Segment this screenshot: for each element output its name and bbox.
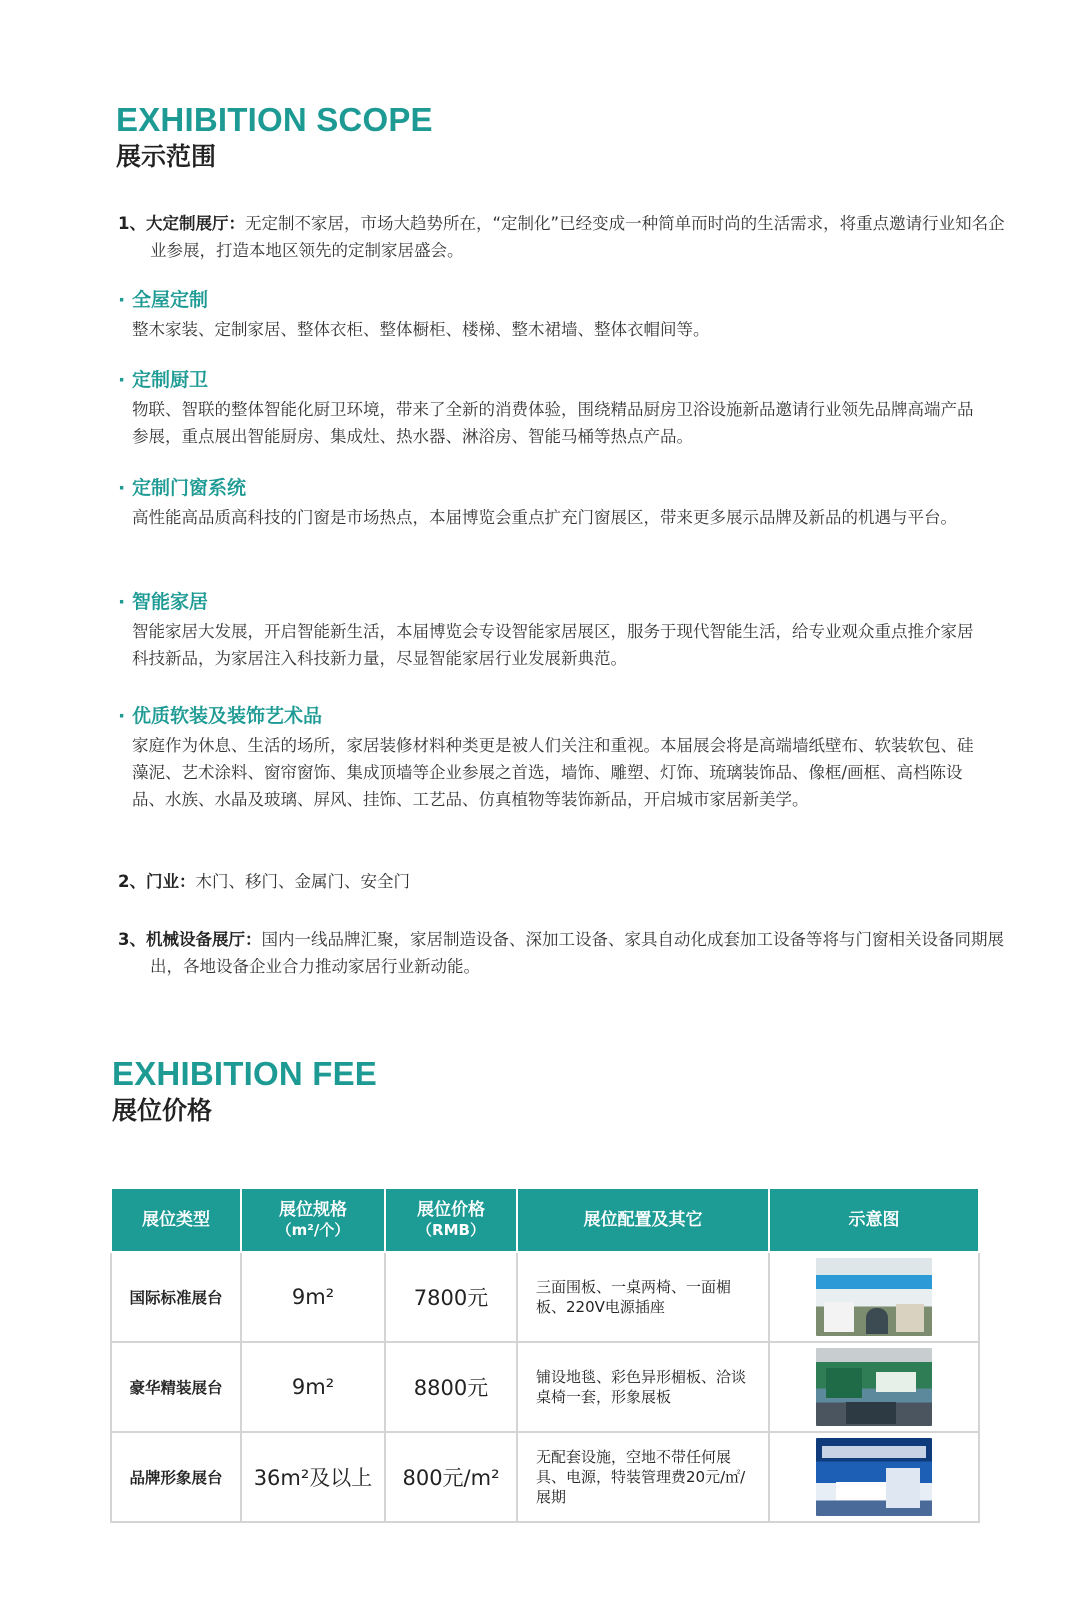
booth-photo-standard	[816, 1258, 932, 1336]
scope-item-1-text: 无定制不家居，市场大趋势所在，“定制化”已经变成一种简单而时尚的生活需求，将重点邀请行业知名企业参展，打造本地区领先的定制家居盛会。	[150, 214, 1005, 260]
scope-sub-1	[118, 366, 978, 450]
scope-sub-title: · 智能家居	[118, 591, 209, 613]
table-row	[111, 1252, 979, 1342]
cell-spec: 36m²及以上	[241, 1432, 385, 1522]
scope-sub-body: 物联、智联的整体智能化厨卫环境，带来了全新的消费体验，围绕精品厨房卫浴设施新品邀请行业领先品牌高端产品参展，重点展出智能厨房、集成灶、热水器、淋浴房、智能马桶等热点产品。	[132, 400, 974, 446]
scope-sub-title: · 定制厨卫	[118, 369, 209, 391]
header-pic: 示意图	[769, 1188, 979, 1252]
scope-sub-title: · 全屋定制	[118, 289, 209, 311]
cell-type: 品牌形象展台	[111, 1432, 241, 1522]
cell-pic	[769, 1342, 979, 1432]
scope-item-3-label: 机械设备展厅：	[145, 930, 262, 949]
cell-config: 无配套设施，空地不带任何展具、电源，特装管理费20元/㎡/展期	[517, 1432, 769, 1522]
scope-item-1-label: 大定制展厅：	[145, 214, 245, 233]
cell-type: 国际标准展台	[111, 1252, 241, 1342]
header-price-unit: （RMB）	[417, 1221, 485, 1239]
scope-item-3-text: 国内一线品牌汇聚，家居制造设备、深加工设备、家具自动化成套加工设备等将与门窗相关设备同期展出，各地设备企业合力推动家居行业新动能。	[150, 930, 1004, 976]
fee-header	[112, 1056, 377, 1128]
cell-price: 800元/m²	[385, 1432, 517, 1522]
cell-price: 8800元	[385, 1342, 517, 1432]
cell-config: 铺设地毯、彩色异形楣板、洽谈桌椅一套，形象展板	[517, 1342, 769, 1432]
scope-sub-title-text: 优质软装及装饰艺术品	[132, 705, 323, 727]
cell-spec: 9m²	[241, 1252, 385, 1342]
scope-sub-0	[118, 286, 978, 343]
scope-sub-body: 智能家居大发展，开启智能新生活，本届博览会专设智能家居展区，服务于现代智能生活，给专业观众重点推介家居科技新品，为家居注入科技新力量，尽显智能家居行业发展新典范。	[132, 622, 974, 668]
scope-item-2-num: 2、	[118, 872, 146, 891]
scope-sub-title-text: 智能家居	[132, 591, 209, 613]
scope-item-1	[118, 210, 1010, 264]
scope-item-3-num: 3、	[118, 930, 146, 949]
header-spec-unit: （m²/个）	[276, 1221, 350, 1239]
fee-table-header	[111, 1188, 979, 1252]
scope-title-en: EXHIBITION SCOPE	[116, 101, 433, 138]
header-config: 展位配置及其它	[517, 1188, 769, 1252]
scope-header	[116, 102, 433, 174]
scope-item-2-text: 木门、移门、金属门、安全门	[195, 872, 410, 891]
header-type: 展位类型	[111, 1188, 241, 1252]
scope-sub-body: 整木家装、定制家居、整体衣柜、整体橱柜、楼梯、整木裙墙、整体衣帽间等。	[132, 320, 710, 339]
scope-item-3	[118, 926, 1010, 980]
booth-photo-deluxe	[816, 1348, 932, 1426]
scope-item-1-num: 1、	[118, 214, 146, 233]
fee-table	[110, 1187, 980, 1523]
scope-sub-title-text: 定制厨卫	[132, 369, 209, 391]
table-row	[111, 1342, 979, 1432]
cell-type: 豪华精装展台	[111, 1342, 241, 1432]
scope-sub-title: · 优质软装及装饰艺术品	[118, 705, 323, 727]
scope-sub-title-text: 定制门窗系统	[132, 477, 247, 499]
scope-sub-2	[118, 474, 978, 531]
cell-pic	[769, 1252, 979, 1342]
scope-title-cn: 展示范围	[116, 142, 217, 171]
cell-config: 三面围板、一桌两椅、一面楣板、220V电源插座	[517, 1252, 769, 1342]
header-spec-label: 展位规格	[279, 1200, 347, 1220]
header-price-label: 展位价格	[417, 1200, 485, 1220]
header-spec	[241, 1188, 385, 1252]
scope-sub-4	[118, 702, 978, 813]
header-price	[385, 1188, 517, 1252]
table-row	[111, 1432, 979, 1522]
fee-title-en: EXHIBITION FEE	[112, 1055, 377, 1092]
cell-pic	[769, 1432, 979, 1522]
scope-sub-title: · 定制门窗系统	[118, 477, 247, 499]
fee-title-cn: 展位价格	[112, 1096, 213, 1125]
scope-item-2-label: 门业：	[145, 872, 196, 891]
scope-sub-3	[118, 588, 978, 672]
cell-price: 7800元	[385, 1252, 517, 1342]
cell-spec: 9m²	[241, 1342, 385, 1432]
scope-sub-body: 家庭作为休息、生活的场所，家居装修材料种类更是被人们关注和重视。本届展会将是高端墙纸壁布、软装软包、硅藻泥、艺术涂料、窗帘窗饰、集成顶墙等企业参展之首选，墙饰、雕塑、灯饰、琉璃装饰品、像框/画框、高档陈设品、水族、水晶及玻璃、屏风、挂饰、工艺品、仿真植物等装饰新品，开启城市家居新美学。	[132, 736, 974, 809]
booth-photo-brand	[816, 1438, 932, 1516]
scope-sub-title-text: 全屋定制	[132, 289, 209, 311]
scope-item-2	[118, 868, 1010, 895]
scope-sub-body: 高性能高品质高科技的门窗是市场热点，本届博览会重点扩充门窗展区，带来更多展示品牌及新品的机遇与平台。	[132, 508, 957, 527]
